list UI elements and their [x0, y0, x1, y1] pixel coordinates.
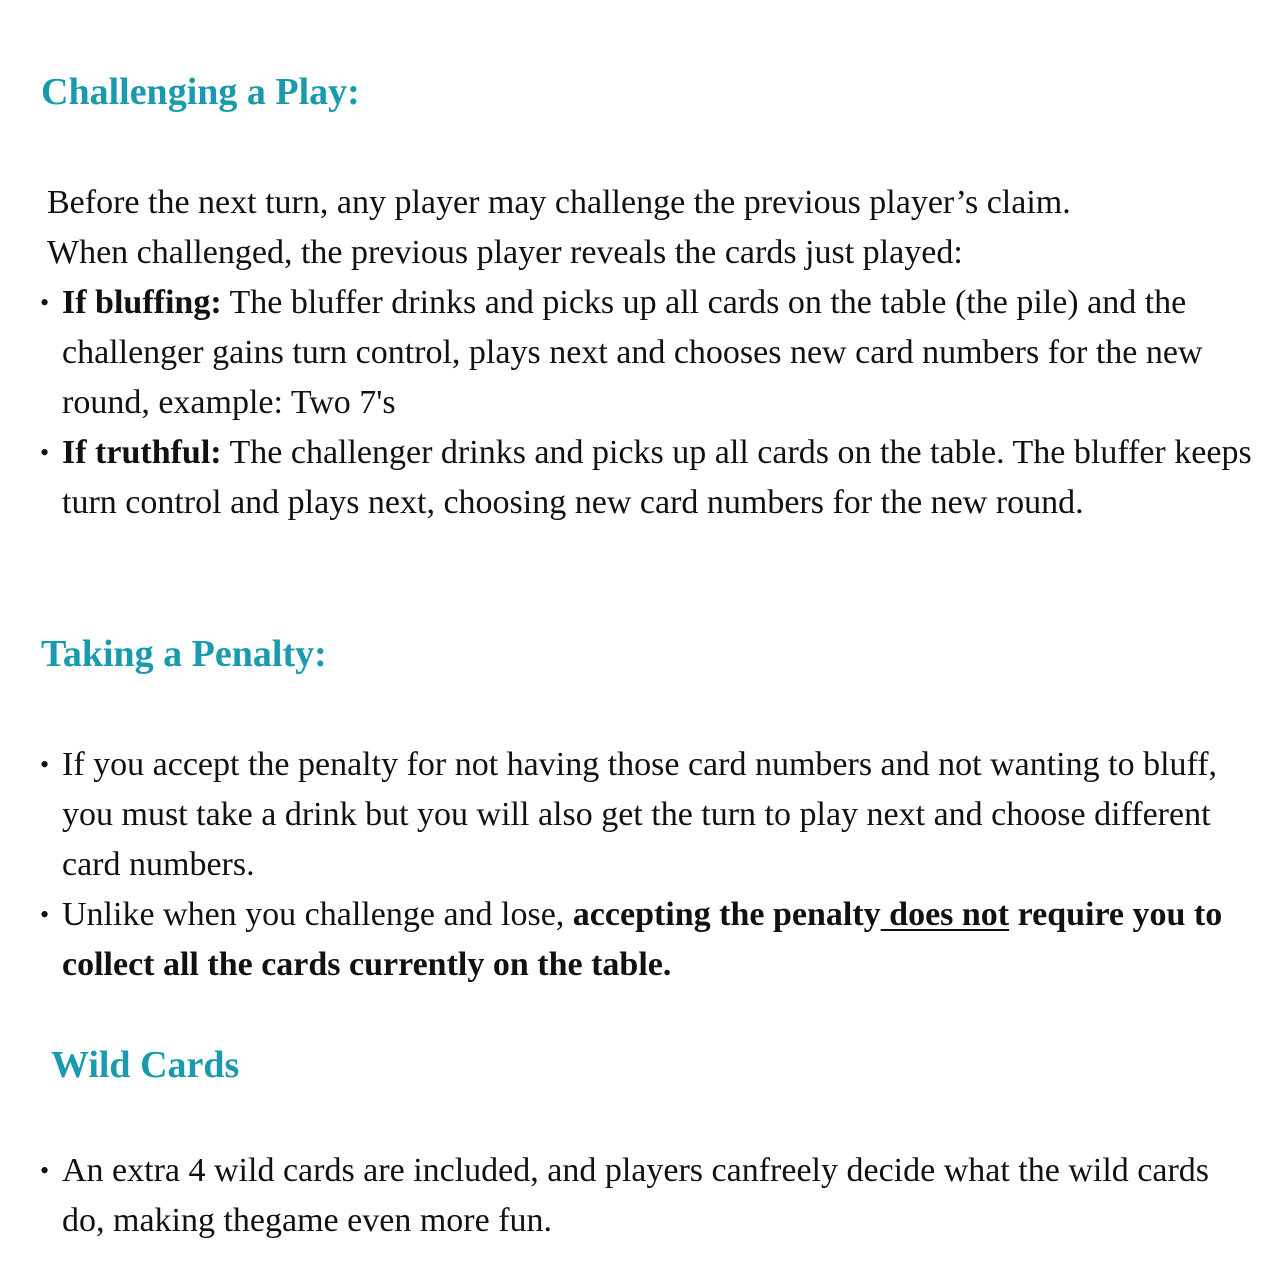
bluffing-text: The bluffer drinks and picks up all cards on the table (the pile) and the challenger gains turn control, plays next and chooses new card numbers for the new round, example: Two 7's	[62, 284, 1203, 421]
heading-challenging-a-play: Challenging a Play:	[41, 71, 360, 113]
truthful-text: The challenger drinks and picks up all cards on the table. The bluffer keeps turn control and plays next, choosing new card numbers for the new round.	[62, 434, 1252, 521]
bluffing-label: If bluffing:	[62, 284, 222, 321]
penalty-list	[42, 740, 1252, 990]
heading-wild-cards: Wild Cards	[51, 1044, 240, 1086]
list-item-wild-cards	[42, 1146, 1252, 1246]
penalty-item-2-bold-a: accepting the penalty	[572, 896, 881, 933]
penalty-item-2-underlined: does not	[880, 896, 1010, 933]
challenge-intro-line-2: When challenged, the previous player reveals the cards just played:	[47, 234, 963, 271]
challenge-intro-line-1: Before the next turn, any player may challenge the previous player’s claim.	[47, 184, 1071, 221]
heading-taking-a-penalty: Taking a Penalty:	[41, 633, 327, 675]
list-item-unlike-challenge	[42, 890, 1252, 990]
list-item-bluffing	[42, 278, 1252, 428]
list-item-accept-penalty	[42, 740, 1252, 890]
wild-item-1-text: An extra 4 wild cards are included, and players canfreely decide what the wild cards do, making thegame even more fun.	[62, 1152, 1210, 1239]
challenge-outcomes-list	[42, 278, 1252, 528]
penalty-item-1-text: If you accept the penalty for not having those card numbers and not wanting to bluff, you must take a drink but you will also get the turn to play next and choose different card numbers.	[62, 746, 1218, 883]
penalty-item-2-bold-b: require you to collect all the cards currently on the table.	[62, 896, 1223, 983]
wild-cards-list	[42, 1146, 1252, 1246]
penalty-item-2-plain: Unlike when you challenge and lose,	[62, 896, 573, 933]
truthful-label: If truthful:	[62, 434, 222, 471]
list-item-truthful	[42, 428, 1252, 528]
